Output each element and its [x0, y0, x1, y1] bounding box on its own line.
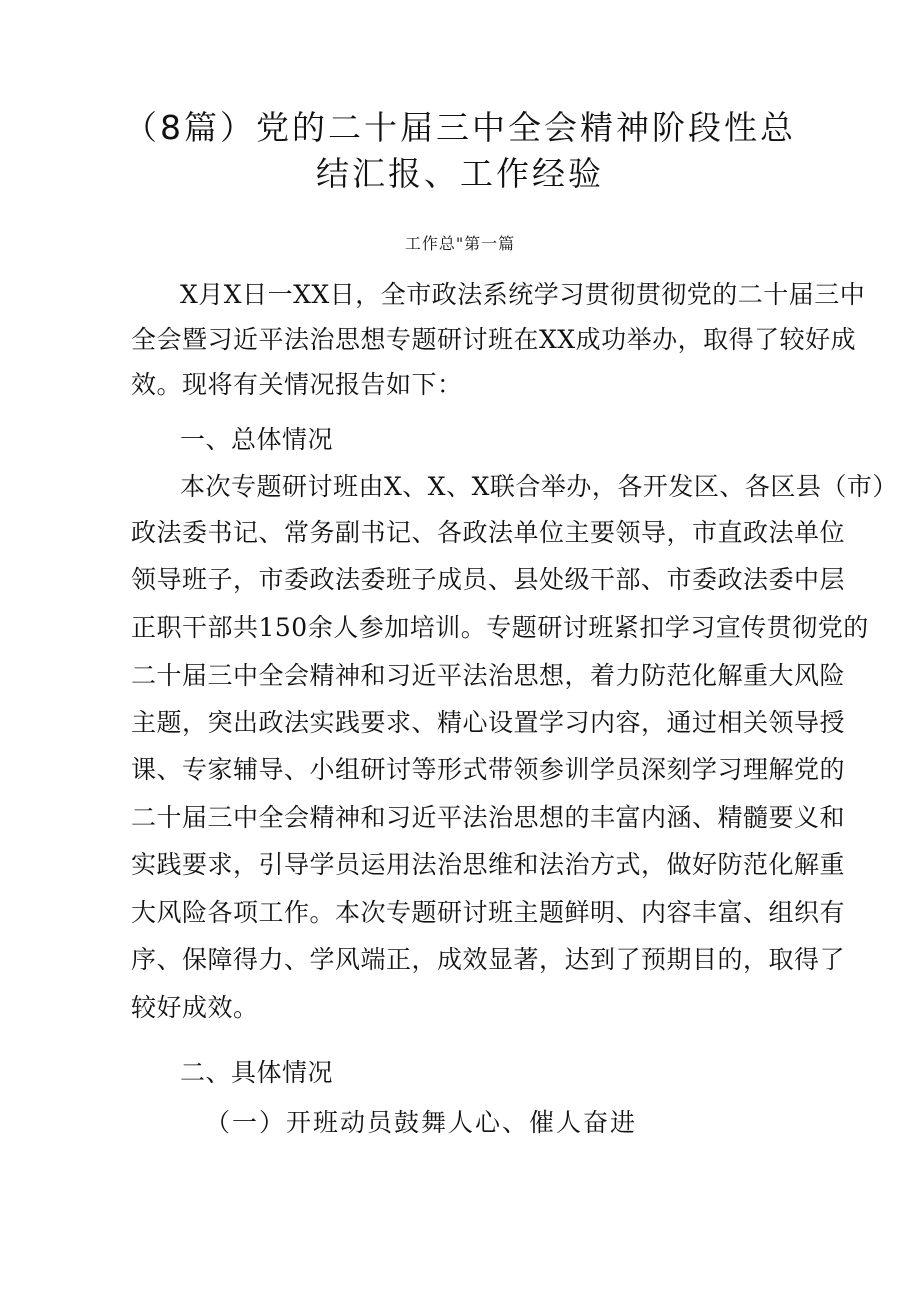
section-1-line-7: 课、专家辅导、小组研讨等形式带领参训学员深刻学习理解党的 [131, 755, 846, 784]
section-1-line-8: 二十届三中全会精神和习近平法治思想的丰富内涵、精髓要义和 [131, 803, 846, 832]
section-1-line-10: 大风险各项工作。本次专题研讨班主题鲜明、内容丰富、组织有 [131, 898, 846, 927]
section-1-line-12: 较好成效。 [131, 993, 259, 1022]
document-title-line-1: （8篇）党的二十届三中全会精神阶段性总 [124, 108, 796, 147]
intro-line-1: X月X日一XX日，全市政法系统学习贯彻贯彻党的二十届三中 [180, 280, 866, 309]
subsection-1-heading: （一）开班动员鼓舞人心、催人奋进 [205, 1108, 638, 1137]
section-1-line-9: 实践要求，引导学员运用法治思维和法治方式，做好防范化解重 [131, 850, 846, 879]
section-1-line-11: 序、保障得力、学风端正，成效显著，达到了预期目的，取得了 [131, 945, 846, 974]
section-1-line-6: 主题，突出政法实践要求、精心设置学习内容，通过相关领导授 [131, 708, 846, 737]
section-2-heading: 二、具体情况 [180, 1058, 334, 1087]
section-1-line-1: 本次专题研讨班由X、X、X联合举办，各开发区、各区县（市） [180, 472, 898, 501]
section-1-heading: 一、总体情况 [180, 425, 334, 454]
intro-line-2: 全会暨习近平法治思想专题研讨班在XX成功举办，取得了较好成 [131, 325, 857, 354]
section-1-line-2: 政法委书记、常务副书记、各政法单位主要领导，市直政法单位 [131, 518, 846, 547]
intro-line-3: 效。现将有关情况报告如下： [131, 370, 463, 399]
document-title-line-2: 结汇报、工作经验 [316, 154, 604, 193]
section-1-line-4: 正职干部共150余人参加培训。专题研讨班紧扣学习宣传贯彻党的 [131, 613, 869, 642]
section-1-line-5: 二十届三中全会精神和习近平法治思想，着力防范化解重大风险 [131, 661, 846, 690]
document-subtitle: 工作总"第一篇 [404, 234, 516, 253]
section-1-line-3: 领导班子，市委政法委班子成员、县处级干部、市委政法委中层 [131, 565, 846, 594]
